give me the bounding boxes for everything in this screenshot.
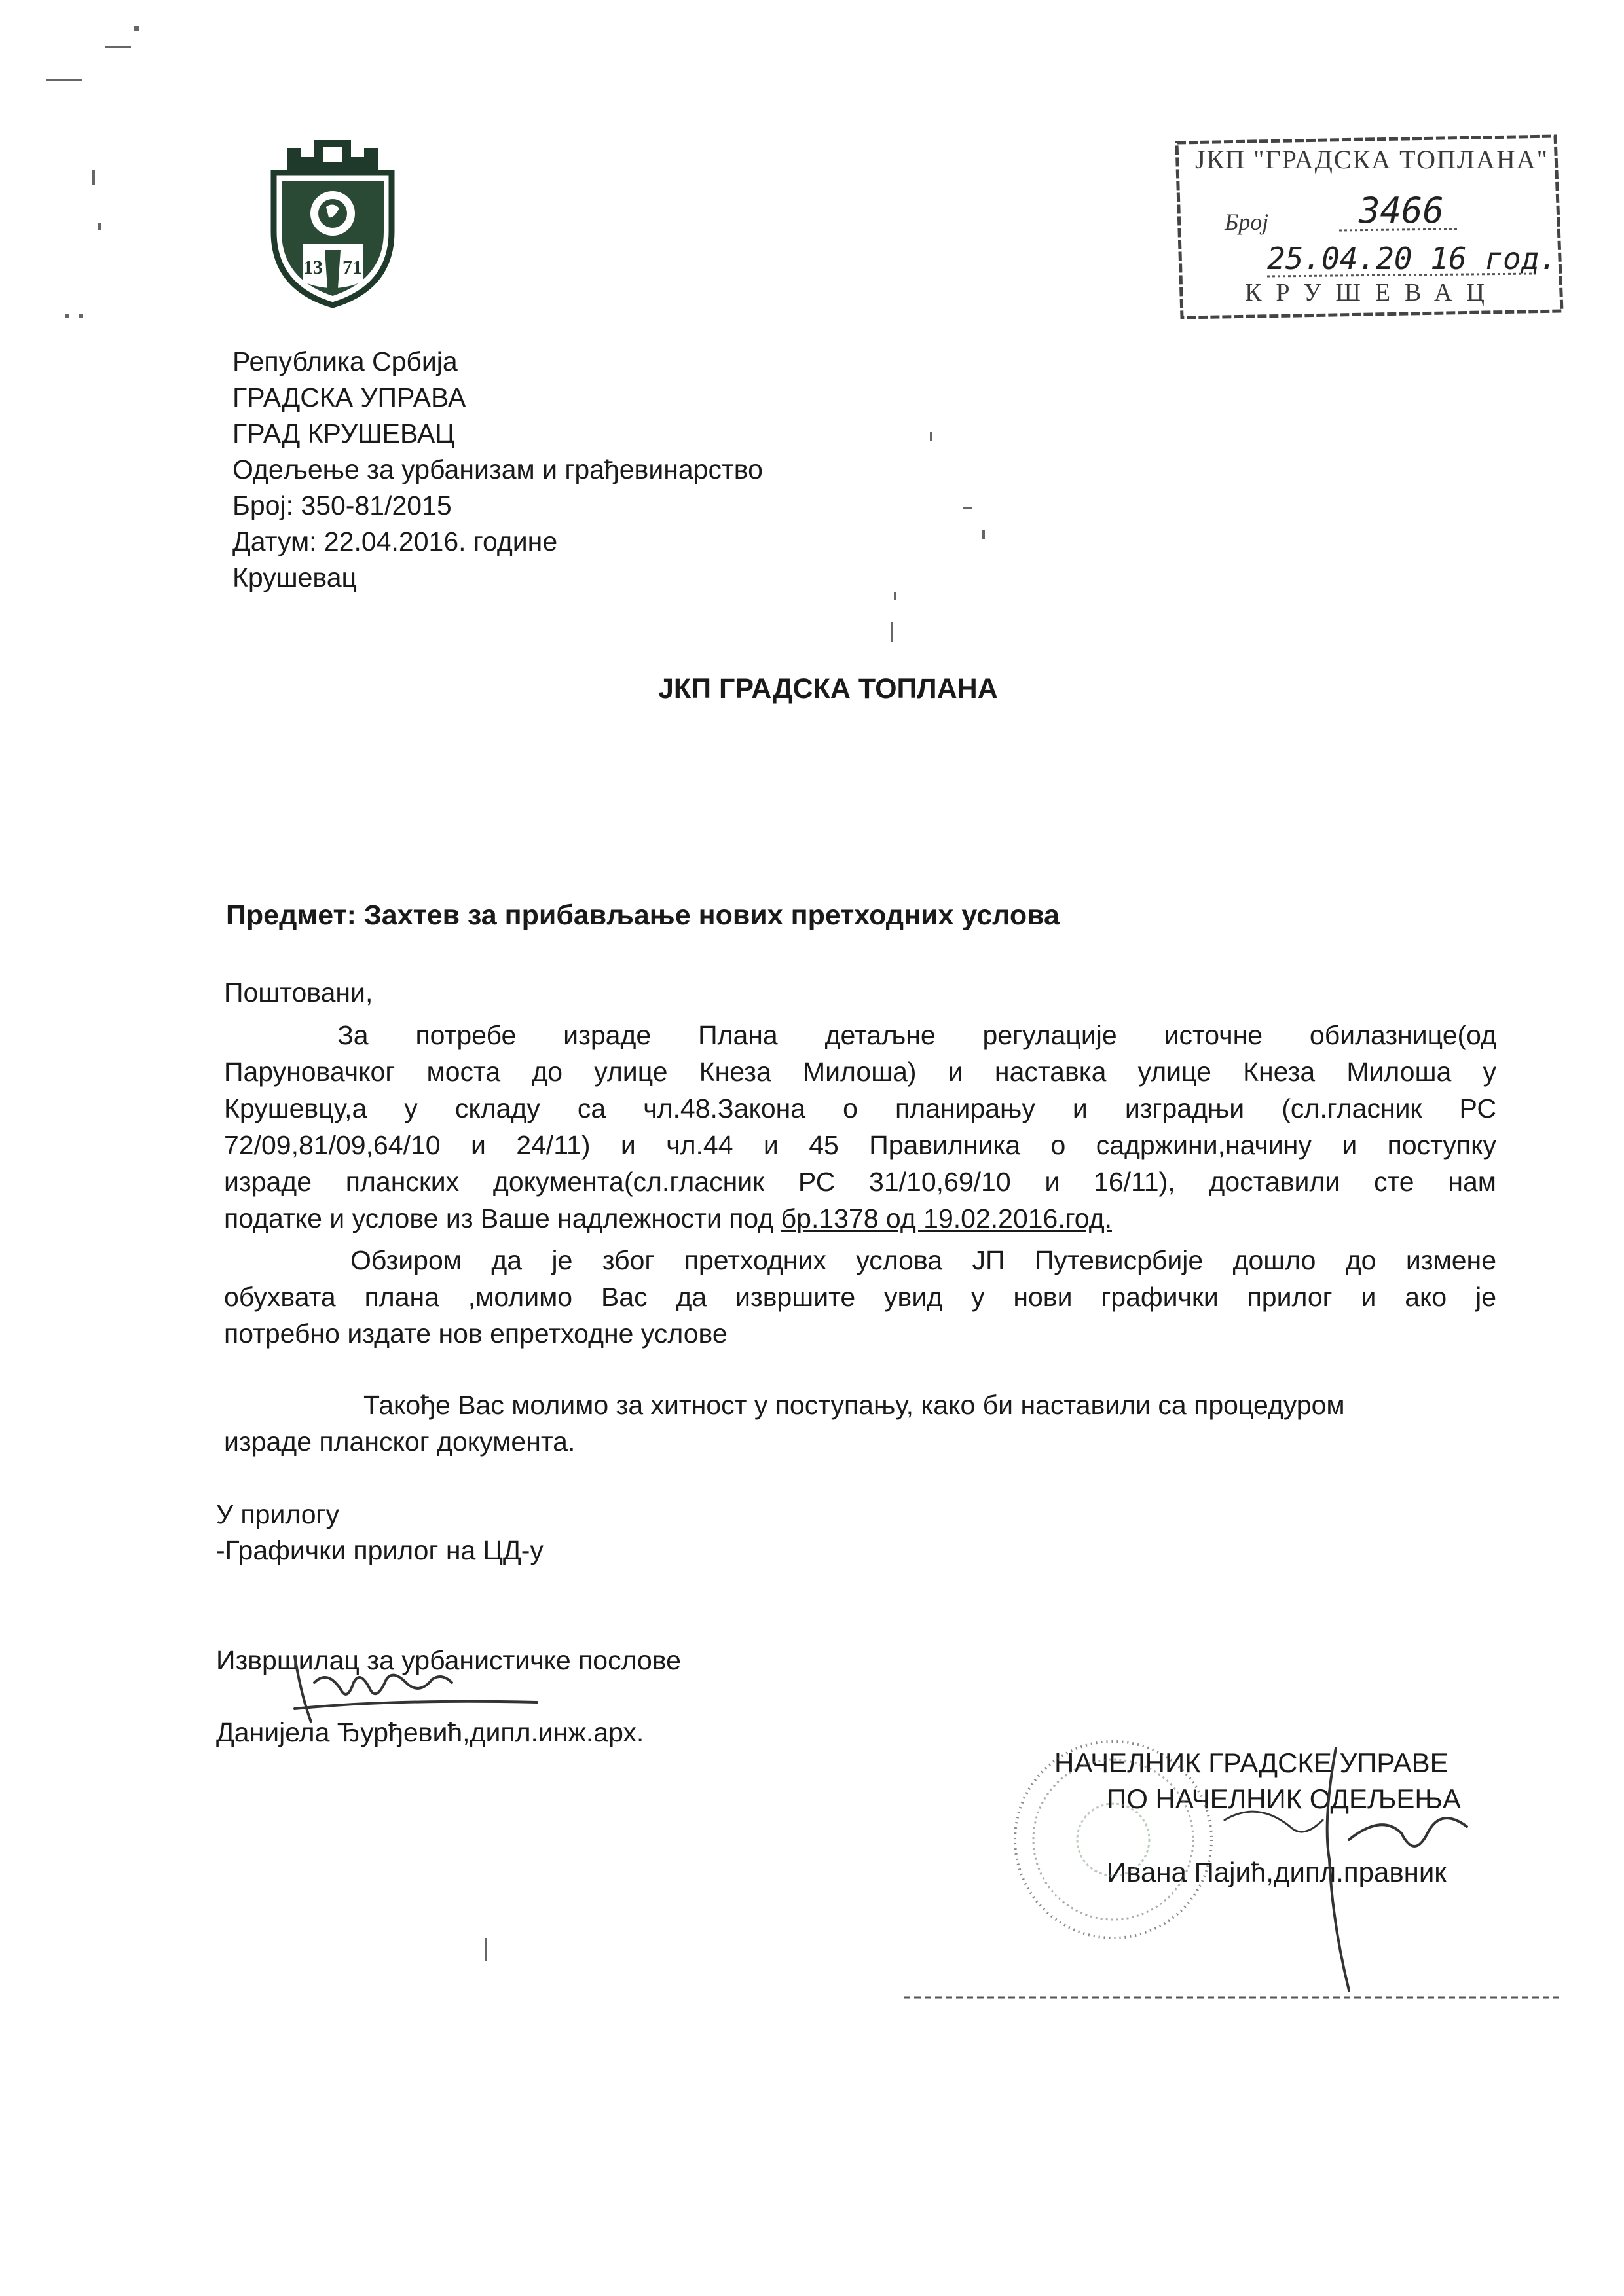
header-number: Број: 350-81/2015 [232,490,452,520]
stamp-date: 25.04.20 16 год. [1267,241,1558,276]
stamp-city: КРУШЕВАЦ [1245,279,1499,306]
header-department: Одељење за урбанизам и грађевинарство [232,454,763,484]
subject-line: Предмет: Захтев за прибављање нових претходних услова [226,900,1060,931]
crest-year-right: 71 [342,257,362,278]
right-signatory-name: Ивана Пајић,дипл.правник [1107,1857,1447,1887]
header-city: ГРАД КРУШЕВАЦ [232,418,455,448]
paragraph-1-line: Паруновачког моста до улице Кнеза Милоша) и наставка улице Кнеза Милоша у [224,1057,1496,1087]
header-administration: ГРАДСКА УПРАВА [232,382,466,412]
paragraph-1-line: 72/09,81/09,64/10 и 24/11) и чл.44 и 45 Правилника о садржини,начину и поступку [224,1130,1496,1160]
paragraph-1-line: За потребе израде Плана детаљне регулације источне обилазнице(од [337,1020,1496,1050]
recipient: ЈКП ГРАДСКА ТОПЛАНА [658,673,998,704]
right-signatory-line-1: НАЧЕЛНИК ГРАДСКЕ УПРАВЕ [1054,1747,1449,1778]
stamp-number-label: Број [1225,209,1269,235]
stamp-title: ЈКП "ГРАДСКА ТОПЛАНА" [1195,145,1549,174]
reference-number: бр.1378 од 19.02.2016.год. [781,1203,1113,1233]
attachment-label: У прилогу [216,1499,339,1529]
paragraph-3-line-2: израде планског документа. [224,1427,576,1457]
paragraph-1-last-text: податке и услове из Ваше надлежности под [224,1203,781,1233]
left-signatory-title: Извршилац за урбанистичке послове [216,1645,681,1675]
header-republic: Република Србија [232,346,458,376]
paragraph-3-line-1: Такође Вас молимо за хитност у поступању, како би наставили са процедуром [363,1390,1345,1420]
paragraph-2-line: Обзиром да је због претходних услова ЈП Путевисрбије дошло до измене [350,1245,1496,1275]
crest-year-left: 13 [303,257,323,278]
paragraph-2-last-line: потребно издате нов епретходне услове [224,1319,728,1349]
header-date: Датум: 22.04.2016. године [232,526,558,556]
left-signatory-name: Данијела Ђурђевић,дипл.инж.арх. [216,1717,644,1747]
header-place: Крушевац [232,562,358,592]
paragraph-2-line: обухвата плана ,молимо Вас да извршите увид у нови графички прилог и ако је [224,1282,1496,1312]
attachment-item: -Графички прилог на ЦД-у [216,1535,544,1565]
paragraph-1-line: израде планских документа(сл.гласник РС 31/10,69/10 и 16/11), доставили сте нам [224,1167,1496,1197]
salutation: Поштовани, [224,977,373,1008]
paragraph-1-line: Крушевцу,а у складу са чл.48.Закона о планирању и изградњи (сл.гласник РС [224,1093,1496,1123]
stamp-number: 3466 [1359,190,1445,231]
right-signatory-line-2: ПО НАЧЕЛНИК ОДЕЉЕЊА [1107,1783,1461,1814]
